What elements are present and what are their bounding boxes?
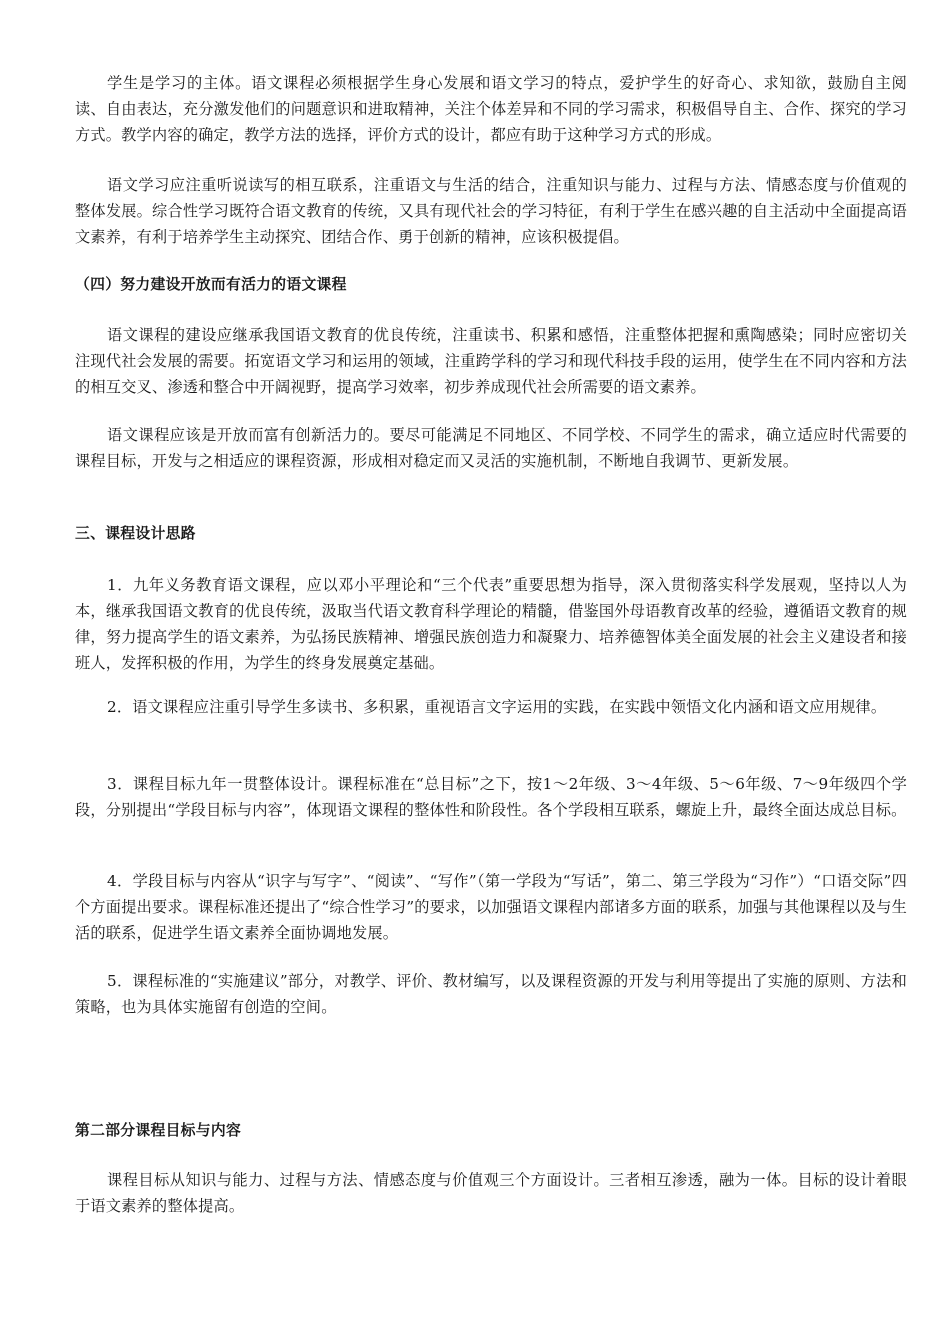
part-two-heading: 第二部分课程目标与内容 bbox=[75, 1122, 242, 1139]
paragraph-curriculum-construction: 语文课程的建设应继承我国语文教育的优良传统，注重读书、积累和感悟，注重整体把握和熏陶感染；同时应密切关注现代社会发展的需要。拓宽语文学习和运用的领域，注重跨学科的学习和现代科技手段的运用，使学生在不同内容和方法的相互交叉、渗透和整合中开阔视野，提高学习效率，初步养成现代社会所需要的语文素养。 bbox=[75, 326, 907, 396]
paragraph-course-objectives: 课程目标从知识与能力、过程与方法、情感态度与价值观三个方面设计。三者相互渗透，融为一体。目标的设计着眼于语文素养的整体提高。 bbox=[75, 1171, 907, 1215]
list-item-4: 4．学段目标与内容从“识字与写字”、“阅读”、“写作”（第一学段为“写话”，第二、第三学段为“习作”）“口语交际”四个方面提出要求。课程标准还提出了“综合性学习”的要求，以加强语文课程内部诸多方面的联系，加强与其他课程以及与生活的联系，促进学生语文素养全面协调地发展。 bbox=[75, 872, 907, 942]
list-item-5: 5．课程标准的“实施建议”部分，对教学、评价、教材编写，以及课程资源的开发与利用等提出了实施的原则、方法和策略，也为具体实施留有创造的空间。 bbox=[75, 972, 907, 1016]
paragraph-student-subject: 学生是学习的主体。语文课程必须根据学生身心发展和语文学习的特点，爱护学生的好奇心、求知欲，鼓励自主阅读、自由表达，充分激发他们的问题意识和进取精神，关注个体差异和不同的学习需求，积极倡导自主、合作、探究的学习方式。教学内容的确定，教学方法的选择，评价方式的设计，都应有助于这种学习方式的形成。 bbox=[75, 74, 907, 144]
paragraph-open-innovative: 语文课程应该是开放而富有创新活力的。要尽可能满足不同地区、不同学校、不同学生的需求，确立适应时代需要的课程目标，开发与之相适应的课程资源，形成相对稳定而又灵活的实施机制，不断地自我调节、更新发展。 bbox=[75, 426, 907, 470]
section-heading-design-ideas: 三、课程设计思路 bbox=[75, 525, 196, 542]
list-item-1: 1．九年义务教育语文课程，应以邓小平理论和“三个代表”重要思想为指导，深入贯彻落实科学发展观，坚持以人为本，继承我国语文教育的优良传统，汲取当代语文教育科学理论的精髓，借鉴国外母语教育改革的经验，遵循语文教育的规律，努力提高学生的语文素养，为弘扬民族精神、增强民族创造力和凝聚力、培养德智体美全面发展的社会主义建设者和接班人，发挥积极的作用，为学生的终身发展奠定基础。 bbox=[75, 576, 907, 672]
section-heading-open-curriculum: （四）努力建设开放而有活力的语文课程 bbox=[75, 276, 347, 293]
list-item-3: 3．课程目标九年一贯整体设计。课程标准在“总目标”之下，按1～2年级、3～4年级、5～6年级、7～9年级四个学段，分别提出“学段目标与内容”，体现语文课程的整体性和阶段性。各个学段相互联系，螺旋上升，最终全面达成总目标。 bbox=[75, 775, 907, 819]
paragraph-listening-speaking: 语文学习应注重听说读写的相互联系，注重语文与生活的结合，注重知识与能力、过程与方法、情感态度与价值观的整体发展。综合性学习既符合语文教育的传统，又具有现代社会的学习特征，有利于学生在感兴趣的自主活动中全面提高语文素养，有利于培养学生主动探究、团结合作、勇于创新的精神，应该积极提倡。 bbox=[75, 176, 907, 246]
list-item-2: 2．语文课程应注重引导学生多读书、多积累，重视语言文字运用的实践，在实践中领悟文化内涵和语文应用规律。 bbox=[107, 698, 887, 716]
